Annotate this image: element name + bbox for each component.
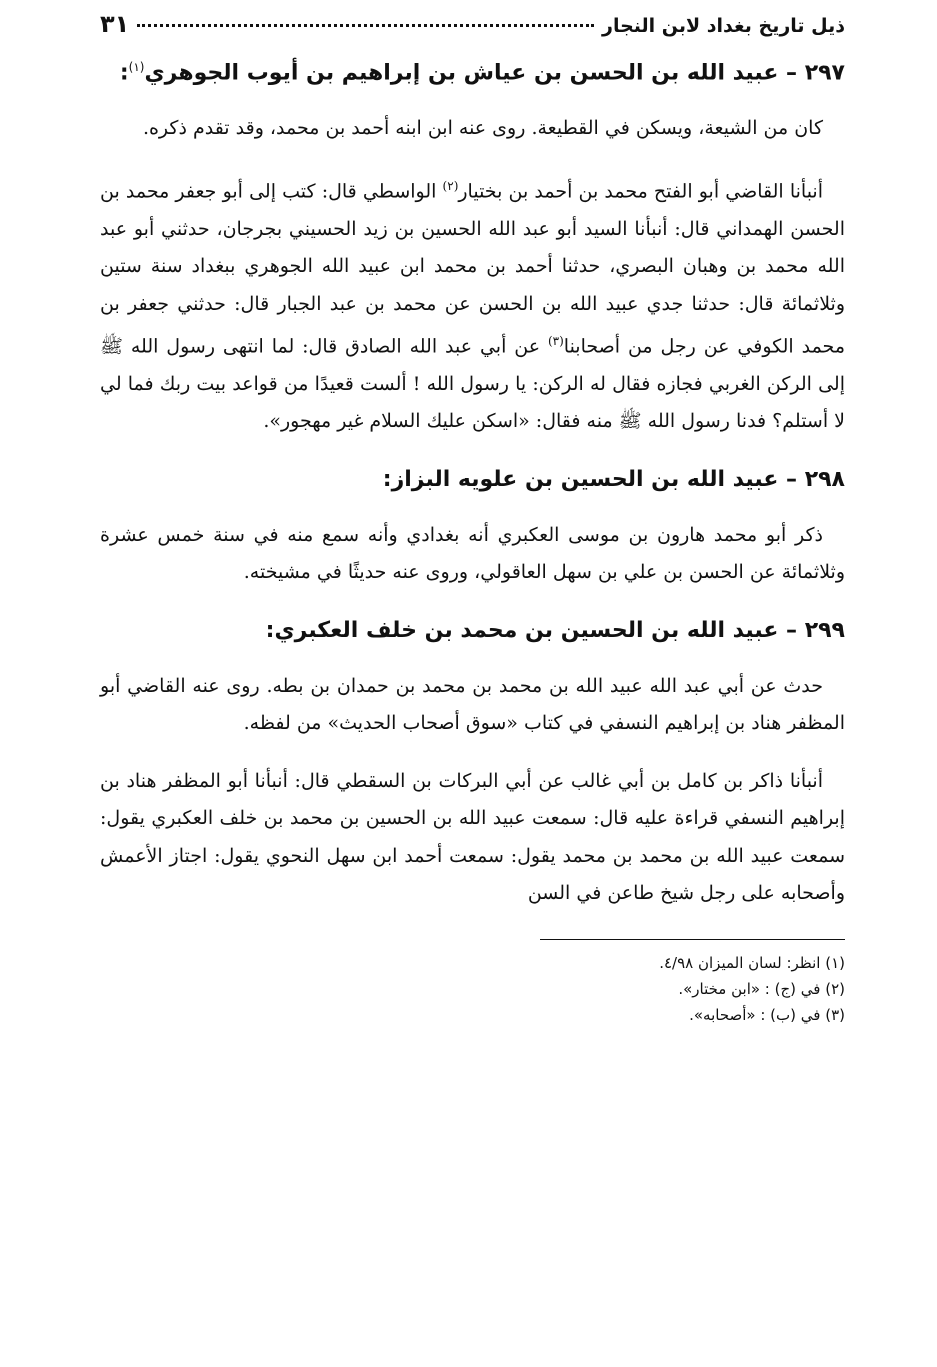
entry-297-p2-part-c: عن أبي عبد الله الصادق قال: لما انتهى رسول الله ﷺ إلى الركن الغربي فجازه فقال له الركن: يا رسول الله ! ألست قعيدًا من قواعد بيت ربك فما لي لا أستلم؟ فدنا رسول الله ﷺ منه فقال: «اسكن عليك السلام غير مهجور». <box>100 335 845 433</box>
entry-297-p2-part-b: الواسطي قال: كتب إلى أبو جعفر محمد بن الحسن الهمداني قال: أنبأنا السيد أبو عبد الله الحسين بن زيد الحسيني بجرجان، حدثني أبو عبد الله محمد بن وهبان البصري، حدثنا أحمد بن محمد ابن عبيد الله الجوهري ببغداد سنة ستين وثلاثمائة قال: حدثنا جدي عبيد الله بن الحسن عن محمد بن عبد الجبار قال: حدثني جعفر بن محمد الكوفي عن رجل من أصحابنا <box>100 180 845 358</box>
entry-298-heading: ٢٩٨ – عبيد الله بن الحسين بن علويه البزاز: <box>382 466 845 492</box>
document-page <box>100 10 845 1350</box>
footnote-2: (٢) في (ج) : «ابن مختار». <box>678 979 845 998</box>
footnote-ref-3[interactable]: (٣) <box>547 334 564 349</box>
entry-297-paragraph-2 <box>100 168 845 441</box>
entry-299-paragraph-2: أنبأنا ذاكر بن كامل بن أبي غالب عن أبي البركات بن السقطي قال: أنبأنا أبو المظفر هناد بن إبراهيم النسفي قراءة عليه قال: سمعت عبيد الله بن الحسين بن محمد بن خلف العكبري يقول: سمعت عبيد الله بن محمد بن محمد يقول: سمعت أحمد ابن سهل النحوي يقول: اجتاز الأعمش وأصحابه على رجل شيخ طاعن في السن <box>100 769 845 905</box>
footnote-1: (١) انظر: لسان الميزان ٤/٩٨. <box>659 953 845 972</box>
dot-leader <box>137 24 594 27</box>
footnote-ref-1[interactable]: (١) <box>128 60 145 74</box>
page-number: ٣١ <box>100 10 130 38</box>
heading-colon: : <box>119 60 129 86</box>
entry-299-paragraph-1: حدث عن أبي عبد الله عبيد الله بن محمد بن محمد بن حمدان بن بطه. روى عنه القاضي أبو المظفر هناد بن إبراهيم النسفي في كتاب «سوق أصحاب الحديث» من لفظه. <box>100 674 845 735</box>
entry-297-heading <box>100 48 845 92</box>
running-header <box>100 10 845 44</box>
entry-298-paragraph-1: ذكر أبو محمد هارون بن موسى العكبري أنه بغدادي وأنه سمع منه في سنة خمس عشرة وثلاثمائة عن الحسن بن علي بن سهل العاقولي، وروى عنه حديثًا في مشيخته. <box>100 523 845 584</box>
entry-297-heading-text: ٢٩٧ – عبيد الله بن الحسن بن عياش بن إبراهيم بن أيوب الجوهري <box>144 60 845 86</box>
footnote-3: (٣) في (ب) : «أصحابه». <box>689 1005 845 1024</box>
entry-299-heading: ٢٩٩ – عبيد الله بن الحسين بن محمد بن خلف العكبري: <box>265 617 845 643</box>
entry-297-p2-part-a: أنبأنا القاضي أبو الفتح محمد بن أحمد بن بختيار <box>458 180 823 203</box>
book-title: ذيل تاريخ بغداد لابن النجار <box>602 15 845 37</box>
footnote-ref-2[interactable]: (٢) <box>442 178 459 193</box>
footnote-divider <box>540 939 845 940</box>
entry-297-paragraph-1: كان من الشيعة، ويسكن في القطيعة. روى عنه ابن ابنه أحمد بن محمد، وقد تقدم ذكره. <box>142 117 823 140</box>
